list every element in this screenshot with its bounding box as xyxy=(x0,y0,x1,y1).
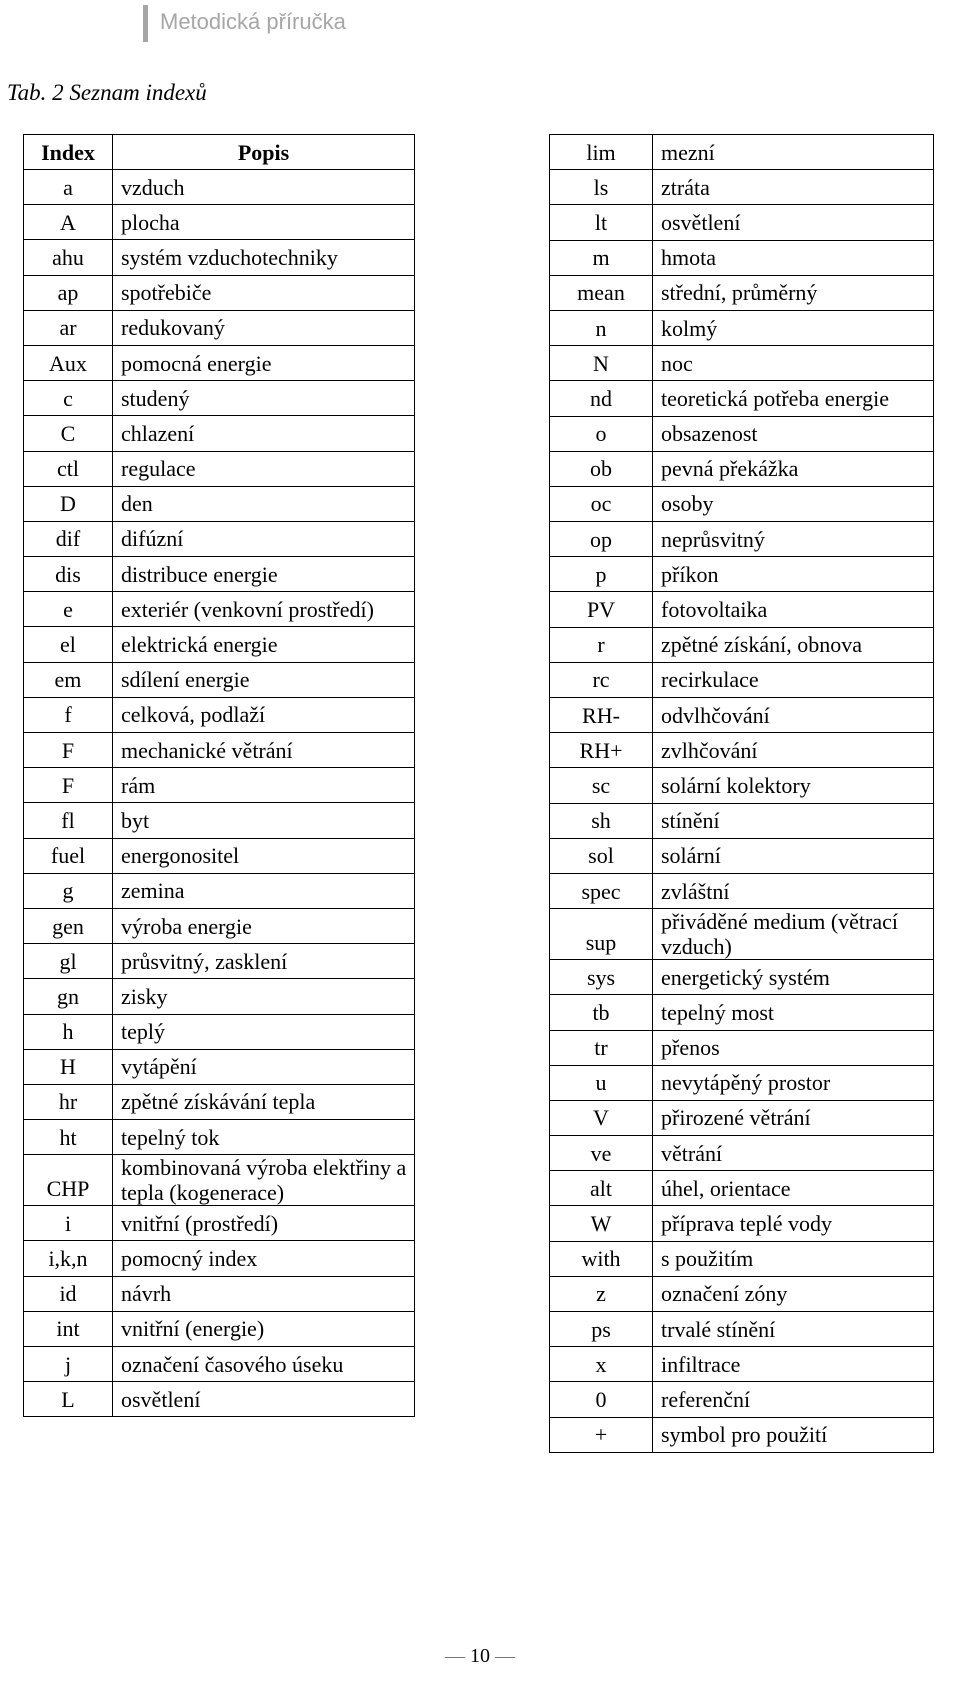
table-header-row xyxy=(24,135,415,170)
table-row xyxy=(550,1206,934,1241)
table-row xyxy=(24,345,415,380)
table-row xyxy=(24,170,415,205)
index-cell: sup xyxy=(550,909,653,960)
index-cell: gn xyxy=(24,979,113,1014)
description-cell: exteriér (venkovní prostředí) xyxy=(113,592,415,627)
table-row xyxy=(24,1347,415,1382)
description-cell: referenční xyxy=(653,1382,934,1417)
table-row xyxy=(550,960,934,995)
table-row xyxy=(550,1276,934,1311)
description-cell: den xyxy=(113,486,415,521)
description-cell: odvlhčování xyxy=(653,698,934,733)
table-row xyxy=(550,416,934,451)
table-row xyxy=(550,240,934,275)
table-row xyxy=(550,803,934,838)
index-cell: tb xyxy=(550,995,653,1030)
index-cell: r xyxy=(550,627,653,662)
description-cell: zpětné získání, obnova xyxy=(653,627,934,662)
table-row xyxy=(24,697,415,732)
description-cell: návrh xyxy=(113,1276,415,1311)
table-row xyxy=(24,838,415,873)
index-cell: F xyxy=(24,768,113,803)
index-table-right xyxy=(549,134,934,1453)
index-cell: 0 xyxy=(550,1382,653,1417)
index-cell: + xyxy=(550,1417,653,1452)
description-cell: celková, podlaží xyxy=(113,697,415,732)
description-cell: infiltrace xyxy=(653,1347,934,1382)
description-cell: s použitím xyxy=(653,1241,934,1276)
description-cell: úhel, orientace xyxy=(653,1171,934,1206)
description-cell: solární xyxy=(653,838,934,873)
table-row xyxy=(24,240,415,275)
description-cell: rám xyxy=(113,768,415,803)
index-cell: ht xyxy=(24,1120,113,1155)
index-cell: ar xyxy=(24,310,113,345)
index-cell: with xyxy=(550,1241,653,1276)
running-header xyxy=(143,5,346,42)
index-cell: mean xyxy=(550,275,653,310)
description-cell: pomocná energie xyxy=(113,345,415,380)
index-cell: sys xyxy=(550,960,653,995)
index-cell: id xyxy=(24,1276,113,1311)
index-cell: CHP xyxy=(24,1155,113,1206)
index-cell: ob xyxy=(550,451,653,486)
index-cell: N xyxy=(550,346,653,381)
table-row xyxy=(550,1382,934,1417)
index-cell: Aux xyxy=(24,345,113,380)
description-cell: zpětné získávání tepla xyxy=(113,1084,415,1119)
table-caption: Tab. 2 Seznam indexů xyxy=(7,80,207,105)
index-cell: j xyxy=(24,1347,113,1382)
description-cell: osvětlení xyxy=(653,205,934,240)
table-row xyxy=(550,1417,934,1452)
table-row xyxy=(24,944,415,979)
description-cell: označení zóny xyxy=(653,1276,934,1311)
header-title: Metodická příručka xyxy=(160,9,346,34)
table-row xyxy=(550,733,934,768)
description-cell: noc xyxy=(653,346,934,381)
description-cell: sdílení energie xyxy=(113,662,415,697)
description-cell: studený xyxy=(113,381,415,416)
table-row xyxy=(550,205,934,240)
index-cell: F xyxy=(24,733,113,768)
table-row xyxy=(24,1084,415,1119)
description-cell: zvláštní xyxy=(653,873,934,908)
index-cell: dis xyxy=(24,557,113,592)
index-cell: m xyxy=(550,240,653,275)
table-row xyxy=(550,909,934,960)
table-row xyxy=(24,1311,415,1346)
table-row xyxy=(24,275,415,310)
index-cell: a xyxy=(24,170,113,205)
index-cell: f xyxy=(24,697,113,732)
index-cell: op xyxy=(550,522,653,557)
table-row xyxy=(24,521,415,556)
description-cell: regulace xyxy=(113,451,415,486)
index-cell: hr xyxy=(24,1084,113,1119)
description-cell: vnitřní (energie) xyxy=(113,1311,415,1346)
table-row xyxy=(24,979,415,1014)
table-row xyxy=(550,135,934,170)
index-cell: gen xyxy=(24,908,113,943)
index-cell: L xyxy=(24,1382,113,1417)
table-row xyxy=(550,170,934,205)
index-cell: sc xyxy=(550,768,653,803)
index-cell: ve xyxy=(550,1136,653,1171)
column-header-index: Index xyxy=(24,135,113,170)
table-row xyxy=(550,1347,934,1382)
index-cell: gl xyxy=(24,944,113,979)
description-cell: tepelný most xyxy=(653,995,934,1030)
index-cell: ls xyxy=(550,170,653,205)
index-cell: dif xyxy=(24,521,113,556)
index-cell: i,k,n xyxy=(24,1241,113,1276)
table-row xyxy=(550,522,934,557)
description-cell: solární kolektory xyxy=(653,768,934,803)
index-cell: em xyxy=(24,662,113,697)
index-cell: e xyxy=(24,592,113,627)
description-cell: přirozené větrání xyxy=(653,1100,934,1135)
description-cell: trvalé stínění xyxy=(653,1312,934,1347)
description-cell: symbol pro použití xyxy=(653,1417,934,1452)
index-cell: spec xyxy=(550,873,653,908)
index-cell: u xyxy=(550,1065,653,1100)
description-cell: hmota xyxy=(653,240,934,275)
table-row xyxy=(550,592,934,627)
description-cell: teoretická potřeba energie xyxy=(653,381,934,416)
description-cell: difúzní xyxy=(113,521,415,556)
description-cell: průsvitný, zasklení xyxy=(113,944,415,979)
index-cell: ps xyxy=(550,1312,653,1347)
table-row xyxy=(550,1136,934,1171)
table-row xyxy=(24,592,415,627)
index-cell: oc xyxy=(550,486,653,521)
description-cell: výroba energie xyxy=(113,908,415,943)
description-cell: zvlhčování xyxy=(653,733,934,768)
description-cell: kolmý xyxy=(653,310,934,345)
description-cell: plocha xyxy=(113,205,415,240)
index-cell: nd xyxy=(550,381,653,416)
table-row xyxy=(24,416,415,451)
description-cell: recirkulace xyxy=(653,662,934,697)
table-row xyxy=(550,1241,934,1276)
index-cell: fuel xyxy=(24,838,113,873)
table-row xyxy=(24,1155,415,1206)
description-cell: přenos xyxy=(653,1030,934,1065)
table-row xyxy=(24,1014,415,1049)
table-row xyxy=(24,873,415,908)
index-cell: alt xyxy=(550,1171,653,1206)
table-row xyxy=(550,995,934,1030)
index-cell: RH- xyxy=(550,698,653,733)
table-row xyxy=(24,557,415,592)
table-row xyxy=(24,908,415,943)
table-row xyxy=(550,768,934,803)
table-row xyxy=(24,1049,415,1084)
index-cell: V xyxy=(550,1100,653,1135)
index-cell: lim xyxy=(550,135,653,170)
table-row xyxy=(550,275,934,310)
description-cell: stínění xyxy=(653,803,934,838)
description-cell: vnitřní (prostředí) xyxy=(113,1206,415,1241)
index-cell: sol xyxy=(550,838,653,873)
table-row xyxy=(550,486,934,521)
index-cell: A xyxy=(24,205,113,240)
index-cell: c xyxy=(24,381,113,416)
description-cell: mezní xyxy=(653,135,934,170)
table-row xyxy=(550,1171,934,1206)
description-cell: vytápění xyxy=(113,1049,415,1084)
table-row xyxy=(550,310,934,345)
index-cell: PV xyxy=(550,592,653,627)
description-cell: chlazení xyxy=(113,416,415,451)
table-row xyxy=(550,838,934,873)
index-cell: ctl xyxy=(24,451,113,486)
table-row xyxy=(550,698,934,733)
index-cell: W xyxy=(550,1206,653,1241)
index-cell: fl xyxy=(24,803,113,838)
index-cell: n xyxy=(550,310,653,345)
index-cell: tr xyxy=(550,1030,653,1065)
description-cell: přiváděné medium (větrací vzduch) xyxy=(653,909,934,960)
description-cell: fotovoltaika xyxy=(653,592,934,627)
table-row xyxy=(24,381,415,416)
table-row xyxy=(24,486,415,521)
description-cell: větrání xyxy=(653,1136,934,1171)
description-cell: osvětlení xyxy=(113,1382,415,1417)
description-cell: energonositel xyxy=(113,838,415,873)
index-cell: rc xyxy=(550,662,653,697)
table-row xyxy=(24,1206,415,1241)
page-footer: — 10 — xyxy=(445,1645,515,1667)
table-row xyxy=(24,1382,415,1417)
table-row xyxy=(24,451,415,486)
table-row xyxy=(550,1100,934,1135)
index-cell: C xyxy=(24,416,113,451)
description-cell: kombinovaná výroba elektřiny a tepla (kogenerace) xyxy=(113,1155,415,1206)
index-cell: lt xyxy=(550,205,653,240)
description-cell: zemina xyxy=(113,873,415,908)
index-table-left xyxy=(23,134,415,1417)
index-cell: ahu xyxy=(24,240,113,275)
description-cell: elektrická energie xyxy=(113,627,415,662)
table-row xyxy=(550,873,934,908)
index-cell: int xyxy=(24,1311,113,1346)
description-cell: vzduch xyxy=(113,170,415,205)
description-cell: tepelný tok xyxy=(113,1120,415,1155)
description-cell: ztráta xyxy=(653,170,934,205)
table-row xyxy=(550,381,934,416)
table-row xyxy=(550,1065,934,1100)
description-cell: příprava teplé vody xyxy=(653,1206,934,1241)
index-cell: p xyxy=(550,557,653,592)
table-row xyxy=(550,557,934,592)
table-row xyxy=(550,346,934,381)
description-cell: pevná překážka xyxy=(653,451,934,486)
table-row xyxy=(24,662,415,697)
index-cell: h xyxy=(24,1014,113,1049)
table-row xyxy=(24,1241,415,1276)
table-row xyxy=(24,627,415,662)
index-cell: RH+ xyxy=(550,733,653,768)
index-cell: H xyxy=(24,1049,113,1084)
index-cell: D xyxy=(24,486,113,521)
index-cell: ap xyxy=(24,275,113,310)
table-row xyxy=(24,1120,415,1155)
table-row xyxy=(24,205,415,240)
description-cell: systém vzduchotechniky xyxy=(113,240,415,275)
index-cell: o xyxy=(550,416,653,451)
table-row xyxy=(550,1030,934,1065)
index-cell: z xyxy=(550,1276,653,1311)
table-row xyxy=(24,310,415,345)
table-row xyxy=(24,768,415,803)
description-cell: obsazenost xyxy=(653,416,934,451)
table-row xyxy=(550,451,934,486)
description-cell: nevytápěný prostor xyxy=(653,1065,934,1100)
description-cell: teplý xyxy=(113,1014,415,1049)
table-row xyxy=(550,662,934,697)
description-cell: mechanické větrání xyxy=(113,733,415,768)
table-row xyxy=(24,803,415,838)
page-number: 10 xyxy=(470,1645,490,1667)
description-cell: distribuce energie xyxy=(113,557,415,592)
index-cell: x xyxy=(550,1347,653,1382)
index-cell: sh xyxy=(550,803,653,838)
index-cell: g xyxy=(24,873,113,908)
description-cell: příkon xyxy=(653,557,934,592)
description-cell: byt xyxy=(113,803,415,838)
table-row xyxy=(24,733,415,768)
table-row xyxy=(550,1312,934,1347)
description-cell: spotřebiče xyxy=(113,275,415,310)
index-cell: i xyxy=(24,1206,113,1241)
description-cell: redukovaný xyxy=(113,310,415,345)
table-row xyxy=(550,627,934,662)
description-cell: pomocný index xyxy=(113,1241,415,1276)
table-row xyxy=(24,1276,415,1311)
description-cell: zisky xyxy=(113,979,415,1014)
column-header-description: Popis xyxy=(113,135,415,170)
description-cell: označení časového úseku xyxy=(113,1347,415,1382)
index-cell: el xyxy=(24,627,113,662)
description-cell: energetický systém xyxy=(653,960,934,995)
description-cell: střední, průměrný xyxy=(653,275,934,310)
description-cell: neprůsvitný xyxy=(653,522,934,557)
description-cell: osoby xyxy=(653,486,934,521)
